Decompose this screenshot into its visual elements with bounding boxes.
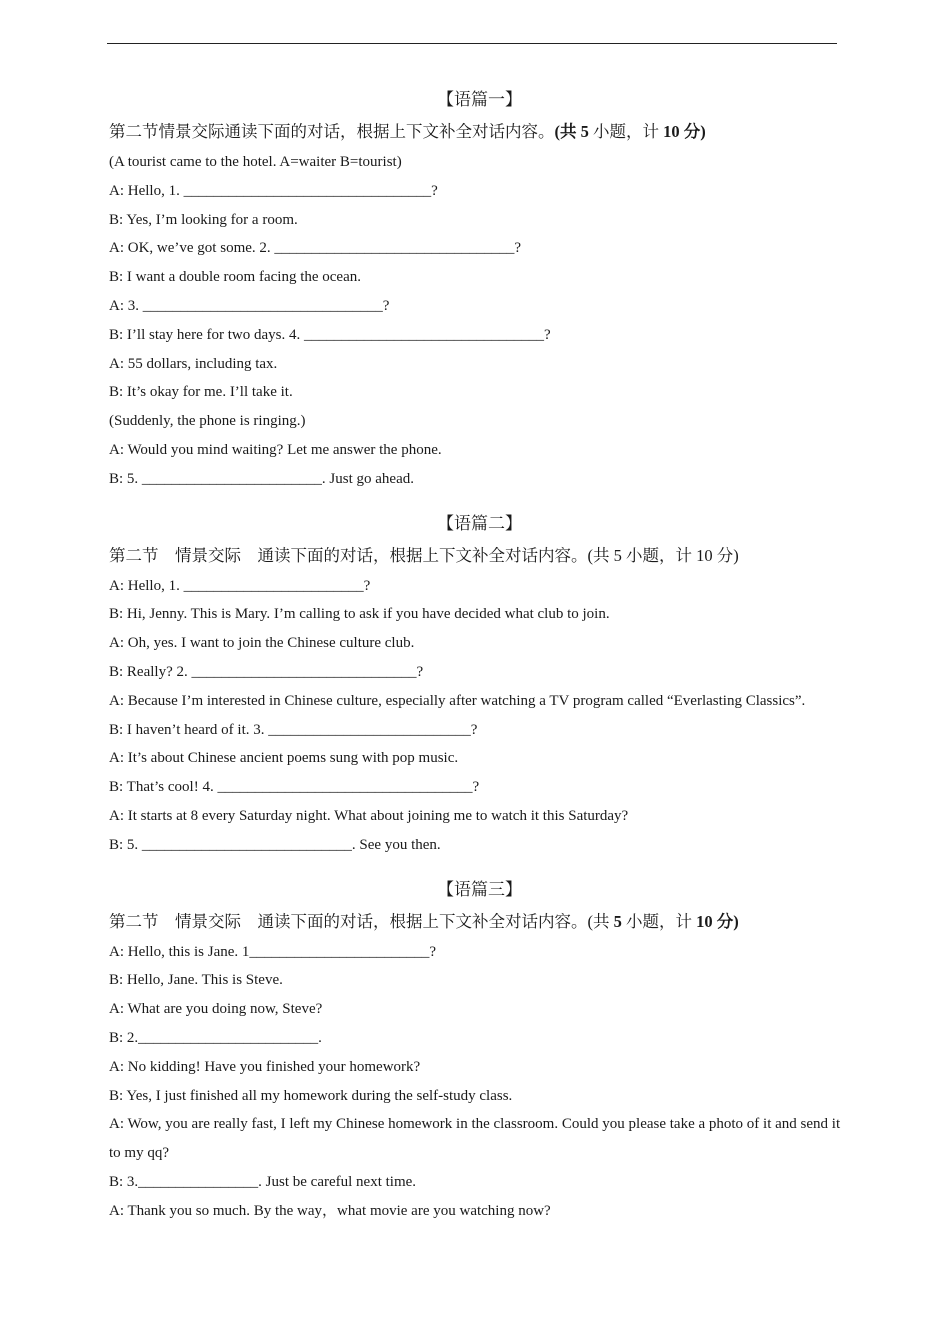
passage-3 (109, 874, 842, 1226)
dialogue-line: B: 5. ____________________________. See you then. (109, 836, 441, 853)
passage-instruction (109, 116, 842, 148)
dialogue-line: B: Really? 2. ______________________________? (109, 663, 424, 680)
instruction-paren: (共 (587, 911, 614, 931)
instruction-paren: (共 (554, 122, 581, 141)
instruction-end: 分) (679, 122, 706, 141)
dialogue-line: B: Hello, Jane. This is Steve. (109, 972, 283, 989)
dialogue-line: B: It’s okay for me. I’ll take it. (109, 384, 293, 401)
dialogue-line: A: Would you mind waiting? Let me answer the phone. (109, 441, 442, 458)
dialogue-line: B: 5. ________________________. Just go ahead. (109, 470, 414, 487)
dialogue-line: B: 2.________________________. (109, 1029, 322, 1046)
passage-title: 【语篇三】 (437, 879, 522, 899)
passage-1 (109, 84, 842, 494)
dialogue-line: A: Wow, you are really fast, I left my Chinese homework in the classroom. Could you please take a photo of it and send it to my qq? (109, 1116, 841, 1162)
dialogue-line: (A tourist came to the hotel. A=waiter B=tourist) (109, 154, 402, 170)
dialogue-line: A: It’s about Chinese ancient poems sung with pop music. (109, 750, 459, 767)
dialogue-line: A: No kidding! Have you finished your homework? (109, 1058, 421, 1075)
question-count: 5 (580, 122, 589, 141)
passage-title: 【语篇一】 (437, 90, 522, 109)
instruction-text: 第二节 情景交际 通读下面的对话，根据上下文补全对话内容。 (109, 545, 588, 565)
dialogue-line: A: Because I’m interested in Chinese culture, especially after watching a TV program called “Everlasting Classics”. (109, 692, 806, 709)
dialogue-line: B: Hi, Jenny. This is Mary. I’m calling to ask if you have decided what club to join. (109, 606, 610, 623)
instruction-end: 分) (712, 545, 739, 565)
dialogue-line: A: What are you doing now, Steve? (109, 1001, 323, 1018)
dialogue-line: B: 3.________________. Just be careful next time. (109, 1173, 417, 1190)
instruction-mid: 小题，计 (588, 122, 664, 141)
dialogue-line: A: Thank you so much. By the way，what movie are you watching now? (109, 1202, 551, 1219)
dialogue-line: (Suddenly, the phone is ringing.) (109, 413, 306, 430)
dialogue-line: A: 55 dollars, including tax. (109, 355, 278, 372)
dialogue-line: A: OK, we’ve got some. 2. ________________________________? (109, 240, 522, 257)
total-points: 10 (696, 911, 713, 931)
passage-instruction (109, 906, 842, 938)
dialogue-line: B: Yes, I just finished all my homework during the self-study class. (109, 1087, 513, 1104)
instruction-end: 分) (712, 911, 739, 931)
question-count: 5 (613, 545, 622, 565)
dialogue-line: B: I haven’t heard of it. 3. ___________________________? (109, 721, 478, 738)
dialogue-line: A: Hello, 1. ________________________? (109, 577, 371, 594)
total-points: 10 (696, 545, 713, 565)
instruction-mid: 小题，计 (621, 545, 697, 565)
question-count: 5 (613, 911, 622, 931)
dialogue-line: A: Hello, this is Jane. 1________________________? (109, 943, 437, 960)
dialogue-line: B: That’s cool! 4. __________________________________? (109, 779, 480, 796)
dialogue-line: A: Hello, 1. _________________________________? (109, 182, 438, 199)
instruction-text: 第二节 情景交际 通读下面的对话，根据上下文补全对话内容。 (109, 911, 588, 931)
passage-2 (109, 508, 842, 860)
instruction-mid: 小题，计 (621, 911, 697, 931)
dialogue-line: A: Oh, yes. I want to join the Chinese culture club. (109, 635, 415, 652)
dialogue-line: A: 3. ________________________________? (109, 297, 390, 314)
passage-title: 【语篇二】 (437, 513, 522, 533)
dialogue-line: B: I’ll stay here for two days. 4. ________________________________? (109, 326, 551, 343)
document-body (109, 84, 842, 1240)
dialogue-line: A: It starts at 8 every Saturday night. What about joining me to watch it this Saturday? (109, 807, 629, 824)
dialogue-line: B: I want a double room facing the ocean. (109, 269, 361, 286)
header-rule (107, 43, 837, 44)
instruction-text: 第二节情景交际通读下面的对话，根据上下文补全对话内容。 (109, 122, 555, 141)
total-points: 10 (663, 122, 680, 141)
instruction-paren: (共 (587, 545, 614, 565)
passage-instruction (109, 540, 842, 572)
dialogue-line: B: Yes, I’m looking for a room. (109, 211, 298, 228)
